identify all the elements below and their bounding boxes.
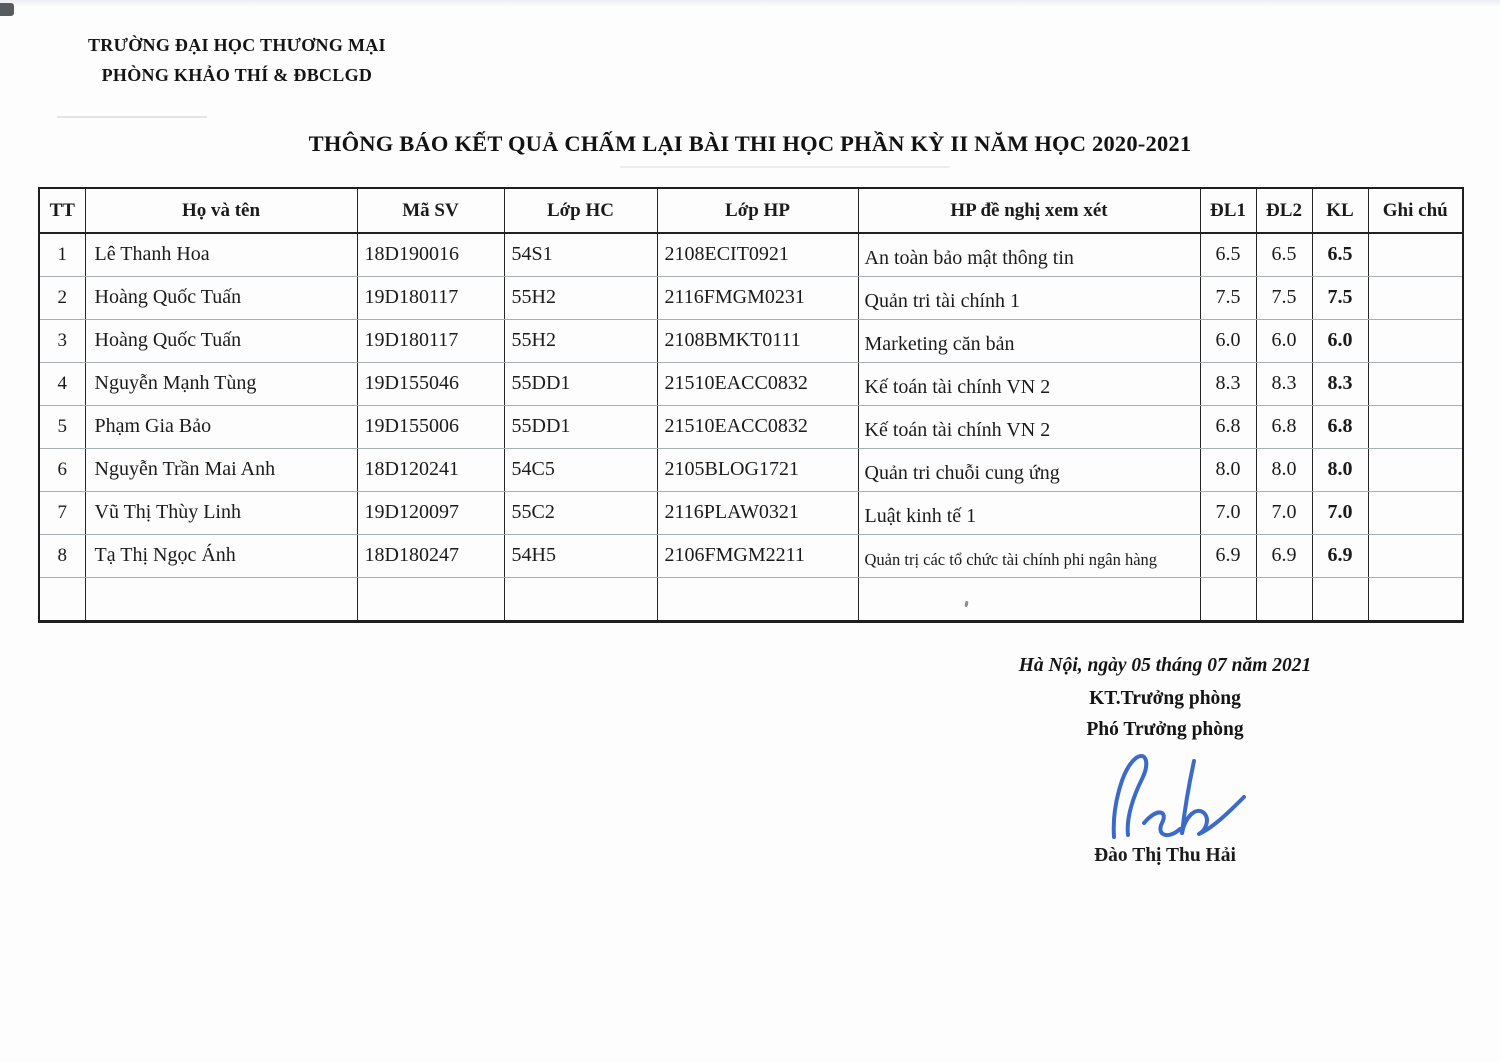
cell-ghi_chu [1368, 448, 1463, 491]
cell-lop_hc: 55H2 [504, 319, 657, 362]
cell-name: Lê Thanh Hoa [85, 233, 357, 276]
cell-lop_hp: 2106FMGM2211 [657, 534, 858, 577]
cell-lop_hc: 55DD1 [504, 405, 657, 448]
signer-role-1: KT.Trưởng phòng [1089, 688, 1241, 709]
cell-dl1: 6.8 [1200, 405, 1256, 448]
table-row [39, 534, 1463, 577]
cell-kl: 7.0 [1312, 491, 1368, 534]
cell-tt: 8 [39, 534, 85, 577]
empty-table-row [39, 577, 1463, 621]
empty-cell [1368, 577, 1463, 621]
cell-dl2: 8.3 [1256, 362, 1312, 405]
handwritten-signature [1092, 745, 1252, 845]
cell-msv: 19D180117 [357, 276, 504, 319]
scan-top-shadow [0, 0, 1500, 7]
column-header: Mã SV [357, 188, 504, 233]
empty-cell [85, 577, 357, 621]
cell-hp: Quản trị các tổ chức tài chính phi ngân hàng [858, 534, 1200, 577]
empty-cell [504, 577, 657, 621]
cell-dl1: 7.0 [1200, 491, 1256, 534]
cell-dl1: 8.3 [1200, 362, 1256, 405]
cell-name: Phạm Gia Bảo [85, 405, 357, 448]
cell-kl: 6.8 [1312, 405, 1368, 448]
cell-ghi_chu [1368, 233, 1463, 276]
cell-hp: Kế toán tài chính VN 2 [858, 362, 1200, 405]
cell-tt: 5 [39, 405, 85, 448]
page-title: THÔNG BÁO KẾT QUẢ CHẤM LẠI BÀI THI HỌC PHẦN KỲ II NĂM HỌC 2020-2021 [308, 131, 1192, 156]
table-row [39, 491, 1463, 534]
cell-tt: 3 [39, 319, 85, 362]
cell-hp: Quản tri tài chính 1 [858, 276, 1200, 319]
cell-name: Hoàng Quốc Tuấn [85, 319, 357, 362]
cell-kl: 6.5 [1312, 233, 1368, 276]
cell-name: Nguyễn Mạnh Tùng [85, 362, 357, 405]
results-table [38, 187, 1464, 623]
table-row [39, 319, 1463, 362]
cell-lop_hc: 55DD1 [504, 362, 657, 405]
cell-tt: 6 [39, 448, 85, 491]
column-header: Ghi chú [1368, 188, 1463, 233]
cell-lop_hp: 21510EACC0832 [657, 362, 858, 405]
cell-ghi_chu [1368, 405, 1463, 448]
table-row [39, 448, 1463, 491]
empty-cell [357, 577, 504, 621]
cell-tt: 7 [39, 491, 85, 534]
cell-hp: Quản tri chuỗi cung ứng [858, 448, 1200, 491]
column-header: ĐL2 [1256, 188, 1312, 233]
cell-ghi_chu [1368, 319, 1463, 362]
cell-lop_hc: 54H5 [504, 534, 657, 577]
table-row [39, 233, 1463, 276]
cell-name: Vũ Thị Thùy Linh [85, 491, 357, 534]
cell-dl1: 8.0 [1200, 448, 1256, 491]
table-row [39, 405, 1463, 448]
cell-hp: Kế toán tài chính VN 2 [858, 405, 1200, 448]
cell-lop_hp: 2108BMKT0111 [657, 319, 858, 362]
cell-kl: 8.3 [1312, 362, 1368, 405]
empty-cell [39, 577, 85, 621]
cell-dl2: 7.0 [1256, 491, 1312, 534]
cell-dl2: 6.8 [1256, 405, 1312, 448]
scan-corner-mark [0, 3, 14, 16]
cell-msv: 19D155006 [357, 405, 504, 448]
cell-dl1: 6.0 [1200, 319, 1256, 362]
cell-tt: 1 [39, 233, 85, 276]
cell-kl: 6.0 [1312, 319, 1368, 362]
cell-ghi_chu [1368, 534, 1463, 577]
column-header: Lớp HP [657, 188, 858, 233]
scan-smudge [57, 116, 207, 118]
cell-kl: 8.0 [1312, 448, 1368, 491]
cell-lop_hp: 2108ECIT0921 [657, 233, 858, 276]
table-header-row [39, 188, 1463, 233]
cell-dl2: 6.0 [1256, 319, 1312, 362]
cell-dl1: 6.9 [1200, 534, 1256, 577]
signing-block [950, 655, 1380, 741]
signing-date: Hà Nội, ngày 05 tháng 07 năm 2021 [1018, 655, 1312, 676]
cell-dl2: 6.5 [1256, 233, 1312, 276]
column-header: HP đề nghị xem xét [858, 188, 1200, 233]
org-department: PHÒNG KHẢO THÍ & ĐBCLGD [101, 65, 373, 85]
empty-cell [657, 577, 858, 621]
cell-dl1: 6.5 [1200, 233, 1256, 276]
cell-hp: An toàn bảo mật thông tin [858, 233, 1200, 276]
org-name: TRƯỜNG ĐẠI HỌC THƯƠNG MẠI [88, 35, 386, 55]
cell-lop_hc: 55C2 [504, 491, 657, 534]
cell-name: Tạ Thị Ngọc Ánh [85, 534, 357, 577]
cell-tt: 4 [39, 362, 85, 405]
table-row [39, 276, 1463, 319]
cell-dl2: 7.5 [1256, 276, 1312, 319]
cell-msv: 18D190016 [357, 233, 504, 276]
cell-msv: 19D120097 [357, 491, 504, 534]
cell-msv: 19D155046 [357, 362, 504, 405]
cell-hp: Marketing căn bản [858, 319, 1200, 362]
signer-name: Đào Thị Thu Hải [1094, 845, 1236, 866]
cell-msv: 18D180247 [357, 534, 504, 577]
column-header: Lớp HC [504, 188, 657, 233]
cell-lop_hp: 21510EACC0832 [657, 405, 858, 448]
cell-dl2: 6.9 [1256, 534, 1312, 577]
cell-ghi_chu [1368, 362, 1463, 405]
org-header [88, 30, 386, 90]
cell-kl: 6.9 [1312, 534, 1368, 577]
empty-cell [1200, 577, 1256, 621]
cell-kl: 7.5 [1312, 276, 1368, 319]
cell-msv: 19D180117 [357, 319, 504, 362]
cell-hp: Luật kinh tế 1 [858, 491, 1200, 534]
cell-dl1: 7.5 [1200, 276, 1256, 319]
empty-cell [858, 577, 1200, 621]
empty-cell [1312, 577, 1368, 621]
cell-dl2: 8.0 [1256, 448, 1312, 491]
signer-role-2: Phó Trưởng phòng [1086, 719, 1244, 740]
cell-lop_hp: 2116PLAW0321 [657, 491, 858, 534]
cell-tt: 2 [39, 276, 85, 319]
column-header: KL [1312, 188, 1368, 233]
cell-lop_hp: 2105BLOG1721 [657, 448, 858, 491]
cell-lop_hp: 2116FMGM0231 [657, 276, 858, 319]
cell-msv: 18D120241 [357, 448, 504, 491]
cell-name: Hoàng Quốc Tuấn [85, 276, 357, 319]
column-header: Họ và tên [85, 188, 357, 233]
scan-smudge [620, 166, 950, 168]
column-header: TT [39, 188, 85, 233]
table-row [39, 362, 1463, 405]
empty-cell [1256, 577, 1312, 621]
cell-lop_hc: 55H2 [504, 276, 657, 319]
cell-ghi_chu [1368, 276, 1463, 319]
cell-ghi_chu [1368, 491, 1463, 534]
column-header: ĐL1 [1200, 188, 1256, 233]
cell-lop_hc: 54S1 [504, 233, 657, 276]
cell-lop_hc: 54C5 [504, 448, 657, 491]
cell-name: Nguyễn Trần Mai Anh [85, 448, 357, 491]
